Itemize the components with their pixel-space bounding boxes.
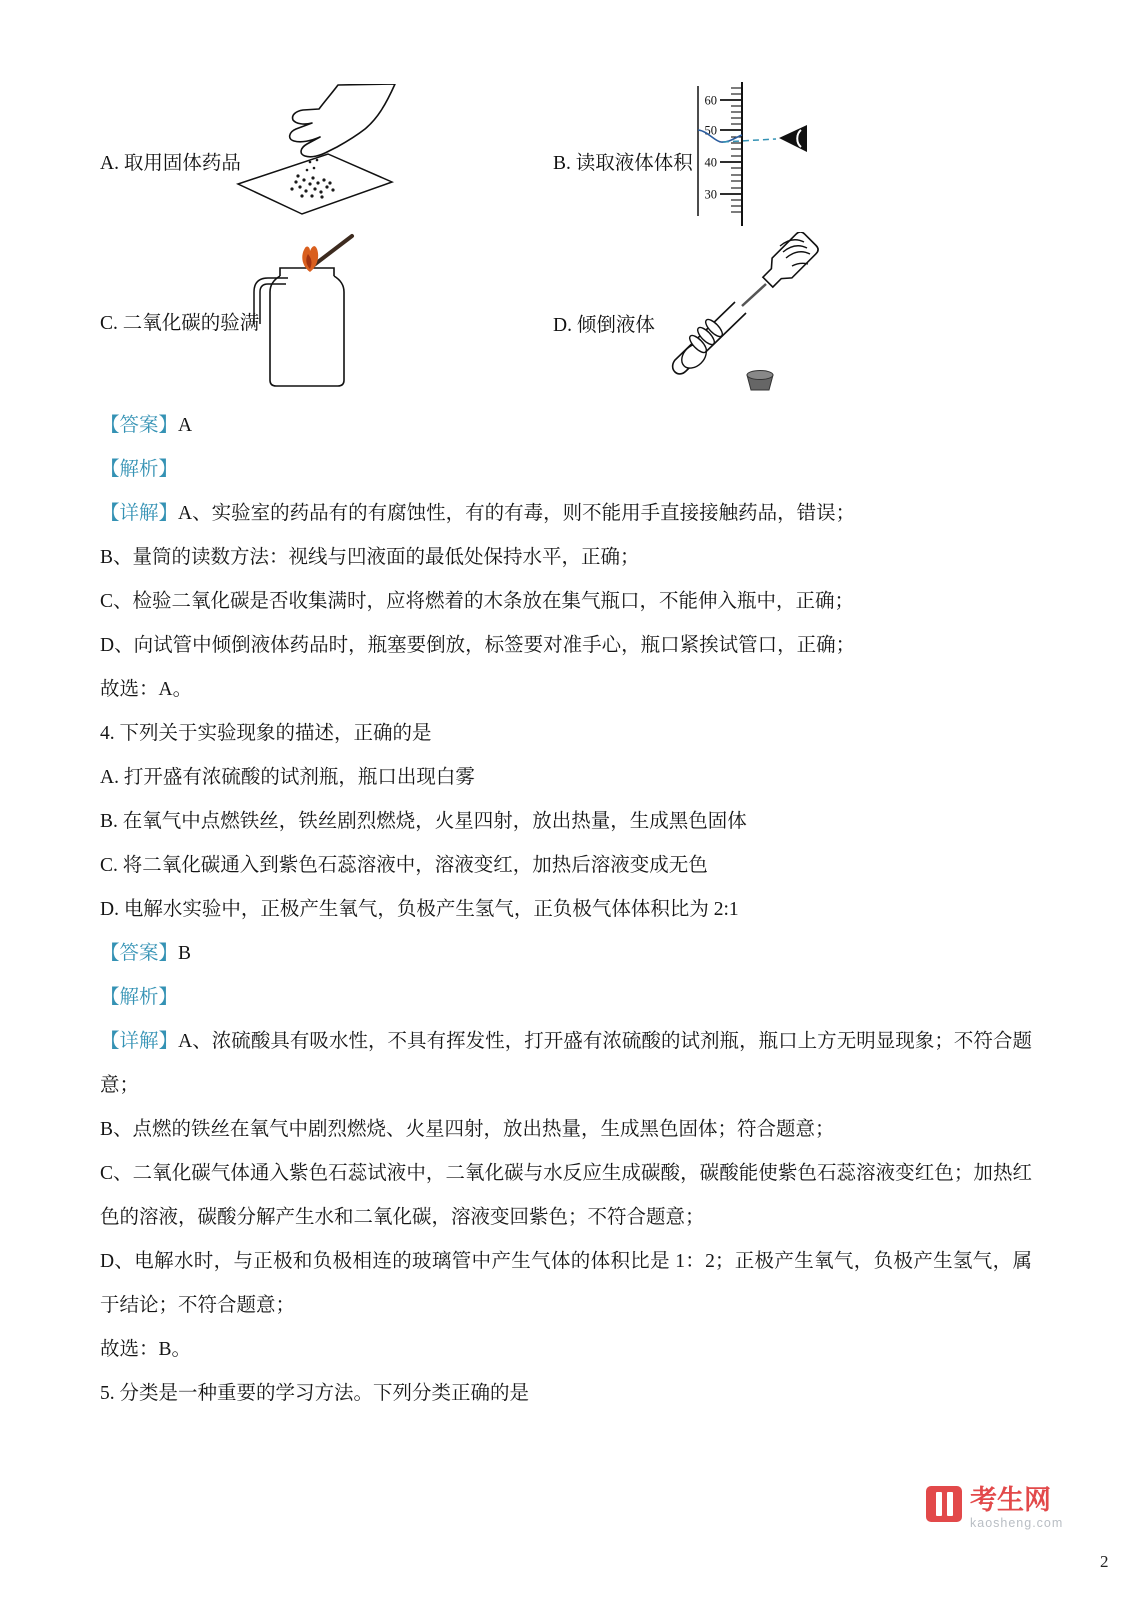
q3-option-b-label: B. 读取液体体积 [553, 153, 693, 174]
logo-name: 考生网 [970, 1485, 1051, 1515]
bottle-stopper [747, 371, 773, 391]
analysis-label: 【解析】 [100, 987, 179, 1008]
q3-answer-line [100, 404, 1032, 448]
q3-conclusion: 故选：A。 [100, 679, 193, 700]
answer-label: 【答案】 [100, 943, 179, 964]
hand-icon [290, 84, 395, 157]
q3-option-d-label: D. 倾倒液体 [553, 315, 655, 336]
scale-label-60: 60 [704, 93, 717, 108]
q4-answer-value: B [178, 943, 192, 964]
logo-url: kaosheng.com [970, 1516, 1064, 1530]
kaosheng-logo-icon [926, 1486, 962, 1522]
detail-label: 【详解】 [100, 1031, 179, 1052]
scale-label-30: 30 [704, 187, 717, 202]
volume-reading-figure [690, 80, 815, 230]
page-number: 2 [1100, 1552, 1109, 1571]
solid-sample-figure [232, 84, 397, 224]
detail-label: 【详解】 [100, 503, 179, 524]
major-ticks [720, 100, 742, 194]
q4-option-c: C. 将二氧化碳通入到紫色石蕊溶液中，溶液变红，加热后溶液变成无色 [100, 855, 708, 876]
q3-analysis-line [100, 448, 1032, 492]
q4-option-b: B. 在氧气中点燃铁丝，铁丝剧烈燃烧，火星四射，放出热量，生成黑色固体 [100, 811, 747, 832]
q4-option-a: A. 打开盛有浓硫酸的试剂瓶，瓶口出现白雾 [100, 767, 475, 788]
liquid-stream [742, 284, 766, 306]
kaosheng-logo-text [970, 1486, 1063, 1530]
q4-detail-d: D、电解水时，与正极和负极相连的玻璃管中产生气体的体积比是 1：2；正极产生氧气，负极产生氢气，属于结论；不符合题意； [100, 1251, 1032, 1316]
gas-bottle [270, 268, 344, 386]
q3-detail-c: C、检验二氧化碳是否收集满时，应将燃着的木条放在集气瓶口，不能伸入瓶中，正确； [100, 591, 855, 612]
q4-detail-c: C、二氧化碳气体通入紫色石蕊试液中，二氧化碳与水反应生成碳酸，碳酸能使紫色石蕊溶液变红色；加热红色的溶液，碳酸分解产生水和二氧化碳，溶液变回紫色；不符合题意； [100, 1163, 1032, 1228]
q3-detail-b: B、量筒的读数方法：视线与凹液面的最低处保持水平，正确； [100, 547, 640, 568]
q4-option-d: D. 电解水实验中，正极产生氧气，负极产生氢气，正负极气体体积比为 2:1 [100, 899, 739, 920]
q4-detail-a-text: A、浓硫酸具有吸水性，不具有挥发性，打开盛有浓硫酸的试剂瓶，瓶口上方无明显现象；不符合题意； [100, 1031, 1032, 1096]
q4-conclusion: 故选：B。 [100, 1339, 192, 1360]
q4-analysis-line [100, 976, 1032, 1020]
q4-detail-a [100, 1020, 1032, 1108]
q4-detail-b: B、点燃的铁丝在氧气中剧烈燃烧、火星四射，放出热量，生成黑色固体；符合题意； [100, 1119, 835, 1140]
q3-detail-a-text: A、实验室的药品有的有腐蚀性，有的有毒，则不能用手直接接触药品，错误； [178, 503, 856, 524]
answer-and-explanations [100, 404, 1032, 1416]
q3-detail-a [100, 492, 1032, 536]
pouring-liquid-figure [642, 232, 827, 397]
analysis-label: 【解析】 [100, 459, 179, 480]
q4-answer-line [100, 932, 1032, 976]
q3-answer-value: A [178, 415, 193, 436]
kaosheng-logo [926, 1486, 1063, 1530]
q4-stem: 4. 下列关于实验现象的描述，正确的是 [100, 723, 432, 744]
scale-label-40: 40 [704, 155, 717, 170]
q3-option-a-label: A. 取用固体药品 [100, 153, 241, 174]
q3-option-c-label: C. 二氧化碳的验满 [100, 313, 260, 334]
eye-icon [779, 125, 807, 152]
q5-stem: 5. 分类是一种重要的学习方法。下列分类正确的是 [100, 1383, 530, 1404]
scale-label-50: 50 [704, 123, 717, 138]
co2-full-test-figure [246, 232, 361, 392]
q3-detail-d: D、向试管中倾倒液体药品时，瓶塞要倒放，标签要对准手心，瓶口紧挨试管口，正确； [100, 635, 856, 656]
answer-label: 【答案】 [100, 415, 179, 436]
tube-hand-icon [677, 317, 725, 373]
